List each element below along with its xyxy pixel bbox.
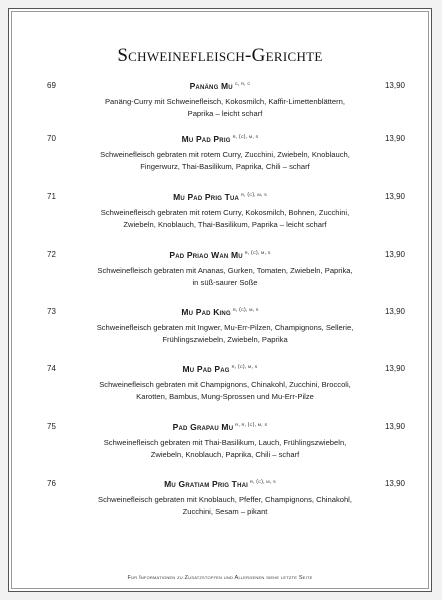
dish-name: Pad Grapau Mu $^{r, r, (c), m, s}$ (172, 422, 268, 432)
dish-number: 71 (47, 192, 56, 201)
dish-description: Schweinefleisch gebraten mit Thai-Basilikum, Lauch, Frühlingszwiebeln, Zwiebeln, Knoblauch, Paprika, Chili – scharf (103, 438, 347, 459)
dish-price: 13,90 (384, 192, 405, 201)
allergen-codes: r, (c), m, s (232, 134, 259, 140)
dish-number: 72 (47, 250, 56, 259)
dish-number: 76 (47, 479, 56, 488)
dish-price: 13,90 (384, 81, 405, 90)
dish-price: 13,90 (384, 250, 405, 259)
dish-name: Pad Priao Wan Mu $^{r, (c), m, s}$ (169, 250, 271, 260)
dish-name: Mu Pad King $^{r, (c), m, s}$ (181, 307, 259, 317)
dish-description: Schweinefleisch gebraten mit Champignons, Chinakohl, Zucchini, Broccoli, Karotten, Bambus, Mung-Sprossen und Mu-Err-Pilze (99, 380, 351, 401)
dish-description: Schweinefleisch gebraten mit Ananas, Gurken, Tomaten, Zwiebeln, Paprika, in süß-saurer Soße (97, 266, 353, 287)
dish-name: Panäng Mu $^{c, r, c}$ (189, 81, 251, 91)
dish-description: Schweinefleisch gebraten mit Ingwer, Mu-Err-Pilzen, Champignons, Sellerie, Frühlingszwiebeln, Zwiebeln, Paprika (96, 323, 354, 344)
dish-price: 13,90 (384, 479, 405, 488)
allergen-codes: r, (c), m, s (232, 307, 259, 313)
dish-price: 13,90 (384, 307, 405, 316)
allergen-codes: r, (c), m, s (241, 192, 267, 198)
dish-number: 73 (47, 307, 56, 316)
dish-name: Mu Gratiam Prig Thai $^{r, (c), m, s}$ (164, 479, 276, 489)
menu-page (8, 8, 432, 592)
allergen-codes: r, (c), m, s (250, 479, 276, 485)
dish-number: 75 (47, 422, 56, 431)
dish-price: 13,90 (384, 422, 405, 431)
dish-name: Mu Pad Prig $^{r, (c), m, s}$ (181, 134, 259, 144)
dish-description: Schweinefleisch gebraten mit Knoblauch, Pfeffer, Champignons, Chinakohl, Zucchini, Sesam – pikant (98, 495, 352, 516)
page-title: Schweinefleisch-Gerichte (117, 45, 323, 66)
dish-number: 74 (47, 364, 56, 373)
dish-number: 70 (47, 134, 56, 143)
dish-description: Panäng-Curry mit Schweinefleisch, Kokosmilch, Kaffir-Limettenblättern, Paprika – leicht scharf (104, 97, 345, 118)
dish-description: Schweinefleisch gebraten mit rotem Curry, Zucchini, Zwiebeln, Knoblauch, Fingerwurz, Thai-Basilikum, Paprika, Chili – scharf (100, 150, 350, 171)
dish-price: 13,90 (384, 364, 405, 373)
dish-description: Schweinefleisch gebraten mit rotem Curry, Kokosmilch, Bohnen, Zucchini, Zwiebeln, Knoblauch, Thai-Basilikum, Paprika – leicht scharf (100, 208, 350, 229)
dish-name: Mu Pad Prig Tua $^{r, (c), m, s}$ (173, 192, 267, 202)
allergen-codes: r, r, (c), m, s (235, 422, 268, 428)
allergen-codes: r, (c), m, s (231, 364, 258, 370)
allergen-codes: r, (c), m, s (244, 250, 271, 256)
dish-name: Mu Pad Pag $^{r, (c), m, s}$ (182, 364, 258, 374)
allergen-info-footer: Für Informationen zu Zusatzstoffen und Allergenen siehe letzte Seite (127, 575, 313, 581)
dish-price: 13,90 (384, 134, 405, 143)
allergen-codes: c, r, c (234, 81, 251, 87)
dish-number: 69 (47, 81, 56, 90)
